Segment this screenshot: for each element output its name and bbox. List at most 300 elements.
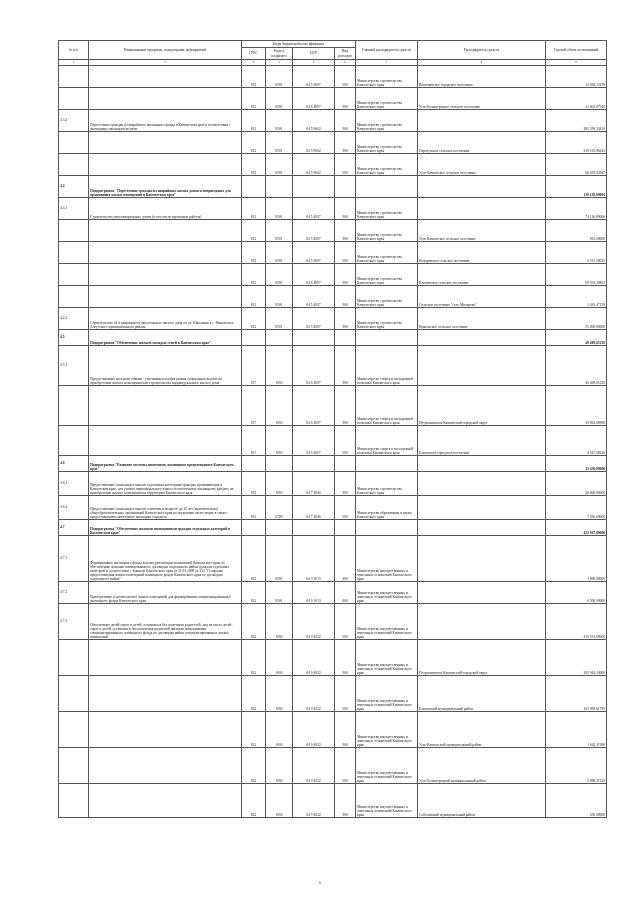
row-csr (293, 330, 335, 346)
row-total: 1 642,11900 (546, 712, 607, 748)
row-recipient (418, 472, 546, 496)
row-main-distributor: Министерство имущественных и земельных отношений Камчатского края (356, 784, 418, 818)
col-recipient-header: Распорядитель средств (418, 41, 546, 60)
row-vr: 400 (335, 536, 356, 582)
row-vr (335, 520, 356, 536)
row-number: 4.7.3 (59, 604, 89, 640)
row-main-distributor (356, 520, 418, 536)
row-number: 4.5.1 (59, 346, 89, 386)
row-number: 4.7 (59, 520, 89, 536)
table-row (59, 676, 607, 712)
col-razdel-header: Раздел, подраздел (266, 48, 293, 60)
row-csr (293, 176, 335, 198)
row-csr: 04 5 4007 (293, 66, 335, 88)
row-main-distributor: Министерство спорта и молодежной политики Камчатского края (356, 386, 418, 426)
row-grbs: 812 (242, 66, 266, 88)
row-grbs: 812 (242, 220, 266, 242)
table-row (59, 386, 607, 426)
column-number: 4 (266, 60, 293, 66)
row-razdel: 1004 (266, 784, 293, 818)
row-csr: 04 6 4007 (293, 346, 335, 386)
row-grbs: 812 (242, 88, 266, 110)
row-main-distributor: Министерство имущественных и земельных отношений Камчатского края (356, 712, 418, 748)
row-recipient: Елизовское городское поселение (418, 426, 546, 456)
row-grbs: 822 (242, 748, 266, 784)
row-main-distributor: Министерство строительства Камчатского края (356, 154, 418, 176)
row-razdel (266, 176, 293, 198)
row-name (89, 676, 242, 712)
row-grbs: 813 (242, 496, 266, 520)
budget-allocation-table (58, 40, 607, 818)
row-main-distributor: Министерство спорта и молодежной политики Камчатского края (356, 346, 418, 386)
row-recipient (418, 198, 546, 220)
row-name: Подпрограмма "Переселение граждан из аварийных жилых домов и непригодных для проживания жилых помещений в Камчатском крае" (89, 176, 242, 198)
table-row (59, 426, 607, 456)
row-recipient (418, 520, 546, 536)
row-name (89, 784, 242, 818)
row-total: 69 393,29801 (546, 264, 607, 286)
row-main-distributor: Министерство имущественных и земельных отношений Камчатского края (356, 536, 418, 582)
row-csr: 04 5 4007 (293, 220, 335, 242)
row-name: Строительство многоквартирных домов (в том числе проектные работы) (89, 198, 242, 220)
row-total: 1 890,00000 (546, 536, 607, 582)
row-total: 12 030,13176 (546, 66, 607, 88)
row-grbs: 822 (242, 604, 266, 640)
row-razdel: 1003 (266, 472, 293, 496)
row-total: 450,00000 (546, 784, 607, 818)
table-row (59, 308, 607, 330)
table-row (59, 132, 607, 154)
row-grbs (242, 456, 266, 472)
row-main-distributor: Министерство строительства Камчатского края (356, 264, 418, 286)
table-row (59, 198, 607, 220)
table-row (59, 582, 607, 604)
row-name (89, 264, 242, 286)
table-row (59, 456, 607, 472)
row-total: 2 098,31520 (546, 748, 607, 784)
row-razdel: 1004 (266, 712, 293, 748)
col-csr-header: ЦСР (293, 48, 335, 60)
budget-table-sheet (58, 40, 606, 818)
row-vr: 500 (335, 426, 356, 456)
row-name: Формирование жилищного фонда в целях реализации полномочий Камчатского края по обеспечению жилыми помещениями по договорам социального найма граждан отдельных категорий в соответствии с Законом Камчатского края от 31.03.2009 № 253 "О порядке предоставления жилых помещений жилищного фонда Камчатского края по договорам социального найма" (89, 536, 242, 582)
row-vr (335, 176, 356, 198)
row-total: 6 500,00000 (546, 582, 607, 604)
row-total: 40 409,65120 (546, 330, 607, 346)
row-csr: 04 5 4007 (293, 198, 335, 220)
row-name: Подпрограмма "Обеспечение жильем молодых семей в Камчатском крае" (89, 330, 242, 346)
row-grbs: 822 (242, 582, 266, 604)
row-csr: 04 7 4040 (293, 472, 335, 496)
row-recipient: Петропавловск-Камчатский городской округ (418, 386, 546, 426)
row-csr: 04 9 1013 (293, 536, 335, 582)
row-number (59, 264, 89, 286)
row-csr: 04 5 4007 (293, 242, 335, 264)
row-name (89, 220, 242, 242)
row-csr: 04 9 4022 (293, 640, 335, 676)
row-name (89, 748, 242, 784)
row-vr: 300 (335, 472, 356, 496)
row-main-distributor: Министерство строительства Камчатского края (356, 220, 418, 242)
row-grbs: 822 (242, 676, 266, 712)
row-vr: 500 (335, 110, 356, 132)
row-name (89, 640, 242, 676)
row-razdel: 1003 (266, 386, 293, 426)
row-csr: 04 5 4007 (293, 264, 335, 286)
table-body (59, 66, 607, 818)
row-number (59, 66, 89, 88)
col-main-header: Главный распорядитель средств (356, 41, 418, 60)
row-recipient (418, 536, 546, 582)
row-razdel: 1004 (266, 604, 293, 640)
row-number: 4.4.2 (59, 308, 89, 330)
row-razdel: 0501 (266, 582, 293, 604)
header-row-1 (59, 41, 607, 48)
row-number (59, 784, 89, 818)
row-number (59, 712, 89, 748)
row-main-distributor: Министерство имущественных и земельных отношений Камчатского края (356, 748, 418, 784)
row-vr: 500 (335, 748, 356, 784)
row-recipient (418, 604, 546, 640)
row-main-distributor: Министерство строительства Камчатского края (356, 242, 418, 264)
column-number: 6 (335, 60, 356, 66)
column-number: 3 (242, 60, 266, 66)
row-recipient: Усть-Большерецкий муниципальный район (418, 748, 546, 784)
row-razdel: 0501 (266, 308, 293, 330)
row-csr: 04 9 1013 (293, 582, 335, 604)
row-csr: 04 6 4007 (293, 426, 335, 456)
row-number (59, 748, 89, 784)
row-total: 415 531,09000 (546, 604, 607, 640)
row-vr: 500 (335, 640, 356, 676)
row-name (89, 426, 242, 456)
row-number (59, 154, 89, 176)
column-number: 1 (59, 60, 89, 66)
table-row (59, 748, 607, 784)
row-grbs: 812 (242, 242, 266, 264)
table-row (59, 220, 607, 242)
row-total: 40 409,65120 (546, 346, 607, 386)
row-razdel (266, 330, 293, 346)
row-recipient: Ключевское сельское поселение (418, 264, 546, 286)
row-razdel: 0501 (266, 198, 293, 220)
row-recipient: Усть-Камчатское сельское поселение (418, 220, 546, 242)
row-grbs: 822 (242, 784, 266, 818)
row-vr: 500 (335, 220, 356, 242)
row-total: 205 944,10000 (546, 640, 607, 676)
row-grbs (242, 176, 266, 198)
row-csr: 04 6 4007 (293, 386, 335, 426)
row-number: 4.5 (59, 330, 89, 346)
row-main-distributor: Министерство строительства Камчатского края (356, 198, 418, 220)
row-vr: 500 (335, 286, 356, 308)
row-number: 4.7.1 (59, 536, 89, 582)
row-grbs: 812 (242, 264, 266, 286)
row-vr: 400 (335, 582, 356, 604)
row-recipient (418, 456, 546, 472)
row-main-distributor: Министерство строительства Камчатского края (356, 286, 418, 308)
row-name (89, 88, 242, 110)
row-recipient: Соболевский муниципальный район (418, 784, 546, 818)
row-vr: 500 (335, 198, 356, 220)
row-main-distributor: Министерство строительства Камчатского края (356, 472, 418, 496)
row-grbs: 812 (242, 132, 266, 154)
row-razdel: 0709 (266, 496, 293, 520)
row-recipient: Сельское поселение "село Мильково" (418, 286, 546, 308)
row-vr: 500 (335, 88, 356, 110)
row-total: 33 456,09000 (546, 456, 607, 472)
row-total: 423 927,09000 (546, 520, 607, 536)
row-razdel (266, 520, 293, 536)
row-vr: 500 (335, 496, 356, 520)
table-row (59, 88, 607, 110)
row-name: Предоставление социальных выплат учителям в возрасте до 35 лет (включительно) общеобразовательных организаций Камчатского края на погашение части затрат в связи с предоставлением ипотечного жилищного кредита (89, 496, 242, 520)
row-csr: 04 5 9602 (293, 154, 335, 176)
row-number: 4.6 (59, 456, 89, 472)
row-razdel: 0501 (266, 286, 293, 308)
row-number: 4.7.2 (59, 582, 89, 604)
row-razdel: 0501 (266, 110, 293, 132)
row-total: 35 862,06900 (546, 386, 607, 426)
row-number (59, 426, 89, 456)
row-grbs: 817 (242, 426, 266, 456)
row-number (59, 640, 89, 676)
row-recipient (418, 496, 546, 520)
table-row (59, 330, 607, 346)
table-row (59, 154, 607, 176)
row-vr: 500 (335, 386, 356, 426)
table-row (59, 640, 607, 676)
row-recipient (418, 330, 546, 346)
row-vr (335, 456, 356, 472)
row-main-distributor: Министерство строительства Камчатского края (356, 88, 418, 110)
row-number (59, 220, 89, 242)
row-razdel: 0501 (266, 536, 293, 582)
row-main-distributor (356, 456, 418, 472)
row-razdel: 0501 (266, 220, 293, 242)
row-main-distributor (356, 176, 418, 198)
row-recipient: Вилючинское городское поселение (418, 66, 546, 88)
column-number: 9 (546, 60, 607, 66)
row-razdel: 0501 (266, 132, 293, 154)
row-vr: 500 (335, 264, 356, 286)
table-row (59, 472, 607, 496)
row-main-distributor: Министерство строительства Камчатского края (356, 110, 418, 132)
col-vr-header: Вид расходов (335, 48, 356, 60)
row-grbs: 812 (242, 286, 266, 308)
row-razdel: 1003 (266, 346, 293, 386)
row-number: 4.3.2 (59, 110, 89, 132)
table-row (59, 176, 607, 198)
row-vr: 500 (335, 712, 356, 748)
row-number (59, 676, 89, 712)
row-name (89, 242, 242, 264)
table-row (59, 520, 607, 536)
row-recipient (418, 582, 546, 604)
row-csr: 04 5 9602 (293, 132, 335, 154)
row-grbs: 812 (242, 154, 266, 176)
column-number: 2 (89, 60, 242, 66)
row-name (89, 386, 242, 426)
table-row (59, 536, 607, 582)
row-main-distributor: Министерство образования и науки Камчатского края (356, 496, 418, 520)
row-vr: 500 (335, 604, 356, 640)
row-vr: 500 (335, 132, 356, 154)
row-csr (293, 456, 335, 472)
row-razdel: 1004 (266, 676, 293, 712)
row-razdel: 1004 (266, 640, 293, 676)
row-recipient: Никольское сельское поселение (418, 308, 546, 330)
row-vr: 500 (335, 784, 356, 818)
row-vr: 500 (335, 346, 356, 386)
row-csr: 04 9 4022 (293, 784, 335, 818)
row-grbs: 822 (242, 712, 266, 748)
row-number: 4.4 (59, 176, 89, 198)
row-razdel: 1004 (266, 748, 293, 784)
row-vr: 500 (335, 676, 356, 712)
row-name: Приобретение (строительство) жилых помещений для формирования специализированного жилищного фонда Камчатского края (89, 582, 242, 604)
table-row (59, 712, 607, 748)
row-name: Предоставление социальных выплат отдельным категориям граждан, проживающих в Камчатском крае, для уплаты первоначального взноса по ипотечному жилищному кредиту на приобретение жилого помещения на территории Камчатского края (89, 472, 242, 496)
row-total: 55 000,00000 (546, 308, 607, 330)
table-row (59, 604, 607, 640)
col-grbs-header: ГРБС (242, 48, 266, 60)
table-row (59, 784, 607, 818)
row-recipient: Петропавловск-Камчатский городской округ (418, 640, 546, 676)
row-name: Обеспечение детей-сирот и детей, оставшихся без попечения родителей, лиц из числа детей-сирот и детей, оставшихся без попечения родителей жилыми помещениями специализированного жилищного фонда по договорам найма специализированных жилых помещений (89, 604, 242, 640)
row-total: 26 000,00000 (546, 472, 607, 496)
row-total: 74 126,09066 (546, 198, 607, 220)
row-total: 285 559,33410 (546, 110, 607, 132)
row-total: 129 120,00004 (546, 176, 607, 198)
row-main-distributor: Министерство спорта и молодежной политики Камчатского края (356, 426, 418, 456)
row-main-distributor: Министерство имущественных и земельных отношений Камчатского края (356, 640, 418, 676)
row-recipient (418, 176, 546, 198)
row-csr: 04 9 4022 (293, 676, 335, 712)
row-grbs (242, 330, 266, 346)
row-total: 2 315,50025 (546, 242, 607, 264)
row-total: 66 455,52967 (546, 154, 607, 176)
row-csr: 04 5 4007 (293, 88, 335, 110)
row-csr: 04 9 4022 (293, 712, 335, 748)
row-main-distributor: Министерство имущественных и земельных отношений Камчатского края (356, 676, 418, 712)
table-row (59, 286, 607, 308)
row-razdel: 0501 (266, 242, 293, 264)
row-name (89, 66, 242, 88)
row-number (59, 286, 89, 308)
row-name: Переселение граждан из аварийного жилищного фонда в Камчатском крае в соответствии с жилищным законодательством (89, 110, 242, 132)
column-number: 7 (356, 60, 418, 66)
row-grbs: 822 (242, 640, 266, 676)
row-main-distributor: Министерство имущественных и земельных отношений Камчатского края (356, 604, 418, 640)
row-number: 4.4.1 (59, 198, 89, 220)
table-row (59, 242, 607, 264)
table-row (59, 264, 607, 286)
row-recipient: Усть-Камчатский муниципальный район (418, 712, 546, 748)
row-csr: 04 7 4046 (293, 496, 335, 520)
row-csr: 04 5 9602 (293, 110, 335, 132)
row-recipient: Усть-Большерецкое сельское поселение (418, 88, 546, 110)
row-csr: 04 5 4007 (293, 308, 335, 330)
row-main-distributor: Министерство строительства Камчатского края (356, 66, 418, 88)
row-number (59, 88, 89, 110)
row-recipient: Елизовский муниципальный район (418, 676, 546, 712)
row-name (89, 286, 242, 308)
row-grbs: 822 (242, 536, 266, 582)
table-row (59, 66, 607, 88)
row-grbs: 812 (242, 198, 266, 220)
row-recipient (418, 110, 546, 132)
row-name (89, 132, 242, 154)
row-recipient: Козыревское сельское поселение (418, 242, 546, 264)
row-main-distributor: Министерство строительства Камчатского края (356, 308, 418, 330)
row-csr: 04 9 4022 (293, 604, 335, 640)
row-grbs: 812 (242, 308, 266, 330)
page-number: 6 (319, 880, 321, 885)
row-grbs: 817 (242, 346, 266, 386)
row-grbs: 812 (242, 472, 266, 496)
row-name (89, 712, 242, 748)
row-razdel: 1003 (266, 426, 293, 456)
row-number: 4.6.2 (59, 496, 89, 520)
row-vr (335, 330, 356, 346)
row-grbs: 817 (242, 386, 266, 426)
row-vr: 500 (335, 242, 356, 264)
row-number (59, 386, 89, 426)
row-csr (293, 520, 335, 536)
row-vr: 500 (335, 308, 356, 330)
table-row (59, 346, 607, 386)
row-name: Подпрограмма "Обеспечение жилыми помещениями граждан отдельных категорий в Камчатском крае" (89, 520, 242, 536)
row-number: 4.6.1 (59, 472, 89, 496)
row-total: 935,00000 (546, 220, 607, 242)
codes-group-header: Коды бюджетной классификации (242, 41, 356, 48)
row-name: Подпрограмма "Развитие системы ипотечного жилищного кредитования в Камчатском крае" (89, 456, 242, 472)
row-razdel: 0501 (266, 154, 293, 176)
row-recipient: Паратунское сельское поселение (418, 132, 546, 154)
row-csr: 04 9 4022 (293, 748, 335, 784)
column-number: 5 (293, 60, 335, 66)
row-razdel: 0501 (266, 88, 293, 110)
row-main-distributor: Министерство имущественных и земельных отношений Камчатского края (356, 582, 418, 604)
row-recipient (418, 346, 546, 386)
row-vr: 500 (335, 154, 356, 176)
row-razdel (266, 456, 293, 472)
row-grbs (242, 520, 266, 536)
row-number (59, 132, 89, 154)
row-grbs: 812 (242, 110, 266, 132)
row-total: 4 547,58220 (546, 426, 607, 456)
row-razdel: 0501 (266, 264, 293, 286)
table-row (59, 496, 607, 520)
row-total: 7 456,09000 (546, 496, 607, 520)
row-total: 21 601,07920 (546, 88, 607, 110)
row-name (89, 154, 242, 176)
row-main-distributor (356, 330, 418, 346)
row-razdel: 0501 (266, 66, 293, 88)
row-total: 163 999,61785 (546, 676, 607, 712)
row-csr: 04 5 4007 (293, 286, 335, 308)
row-recipient: Усть-Камчатское сельское поселение (418, 154, 546, 176)
column-number: 8 (418, 60, 546, 66)
row-main-distributor: Министерство строительства Камчатского края (356, 132, 418, 154)
table-row (59, 110, 607, 132)
row-name: Предоставление молодым семьям - участникам подпрограммы социальных выплат на приобретение жилого помещения или строительство индивидуального жилого дома (89, 346, 242, 386)
col-name-header: Наименование программ, подпрограмм, мероприятий (89, 41, 242, 60)
col-num-header: № п/п (59, 41, 89, 60)
row-vr: 500 (335, 66, 356, 88)
row-name: Строительство 24-х квартирного двухэтажного жилого дома по ул. Школьная в с. Никольское Алеутского муниципального района (89, 308, 242, 330)
